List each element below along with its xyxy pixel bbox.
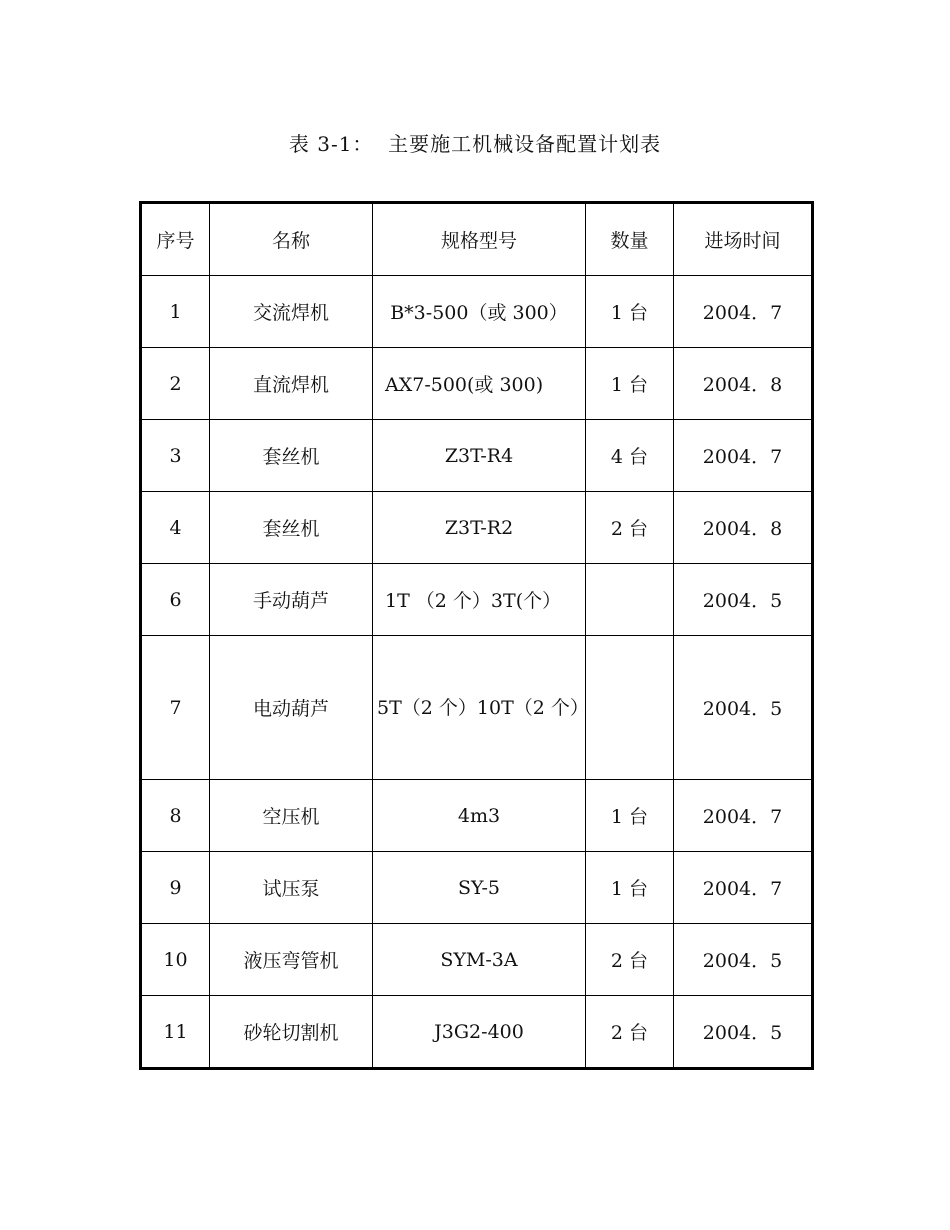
cell-date: 2004．5 (674, 636, 813, 780)
table-row (141, 564, 813, 636)
cell-qty: 1 台 (586, 348, 674, 420)
header-no: 序号 (141, 203, 210, 276)
cell-no: 3 (141, 420, 210, 492)
cell-no: 4 (141, 492, 210, 564)
table-row (141, 492, 813, 564)
cell-date: 2004．8 (674, 348, 813, 420)
cell-qty: 2 台 (586, 924, 674, 996)
cell-name: 直流焊机 (210, 348, 373, 420)
table-row (141, 276, 813, 348)
cell-spec: AX7-500(或 300) (373, 348, 586, 420)
cell-qty: 2 台 (586, 996, 674, 1069)
header-date: 进场时间 (674, 203, 813, 276)
cell-name: 空压机 (210, 780, 373, 852)
table-row (141, 420, 813, 492)
cell-name: 套丝机 (210, 420, 373, 492)
cell-name: 交流焊机 (210, 276, 373, 348)
cell-qty: 2 台 (586, 492, 674, 564)
cell-no: 1 (141, 276, 210, 348)
cell-no: 6 (141, 564, 210, 636)
cell-spec: SYM-3A (373, 924, 586, 996)
cell-date: 2004．5 (674, 996, 813, 1069)
cell-qty: 1 台 (586, 276, 674, 348)
cell-qty: 1 台 (586, 852, 674, 924)
cell-name: 砂轮切割机 (210, 996, 373, 1069)
cell-name: 电动葫芦 (210, 636, 373, 780)
cell-no: 2 (141, 348, 210, 420)
cell-date: 2004．7 (674, 852, 813, 924)
table-row (141, 852, 813, 924)
table-header-row (141, 203, 813, 276)
table-row (141, 636, 813, 780)
cell-date: 2004．8 (674, 492, 813, 564)
cell-name: 试压泵 (210, 852, 373, 924)
cell-no: 8 (141, 780, 210, 852)
equipment-plan-table (139, 201, 814, 1070)
table-title: 表 3-1： 主要施工机械设备配置计划表 (288, 132, 662, 156)
table-row (141, 924, 813, 996)
cell-no: 10 (141, 924, 210, 996)
cell-date: 2004．7 (674, 420, 813, 492)
cell-spec: 1T （2 个）3T(个） (373, 564, 586, 636)
cell-qty (586, 564, 674, 636)
cell-spec: Z3T-R4 (373, 420, 586, 492)
cell-spec: 4m3 (373, 780, 586, 852)
header-name: 名称 (210, 203, 373, 276)
cell-qty: 1 台 (586, 780, 674, 852)
cell-qty: 4 台 (586, 420, 674, 492)
cell-qty (586, 636, 674, 780)
cell-name: 手动葫芦 (210, 564, 373, 636)
cell-no: 7 (141, 636, 210, 780)
header-spec: 规格型号 (373, 203, 586, 276)
cell-spec: 5T（2 个）10T（2 个） (373, 636, 586, 780)
table-row (141, 996, 813, 1069)
cell-date: 2004．5 (674, 564, 813, 636)
cell-name: 套丝机 (210, 492, 373, 564)
cell-date: 2004．5 (674, 924, 813, 996)
cell-date: 2004．7 (674, 276, 813, 348)
cell-spec: Z3T-R2 (373, 492, 586, 564)
cell-date: 2004．7 (674, 780, 813, 852)
header-qty: 数量 (586, 203, 674, 276)
cell-no: 11 (141, 996, 210, 1069)
cell-name: 液压弯管机 (210, 924, 373, 996)
table-row (141, 348, 813, 420)
table-row (141, 780, 813, 852)
cell-spec: SY-5 (373, 852, 586, 924)
cell-no: 9 (141, 852, 210, 924)
cell-spec: B*3-500（或 300） (373, 276, 586, 348)
cell-spec: J3G2-400 (373, 996, 586, 1069)
